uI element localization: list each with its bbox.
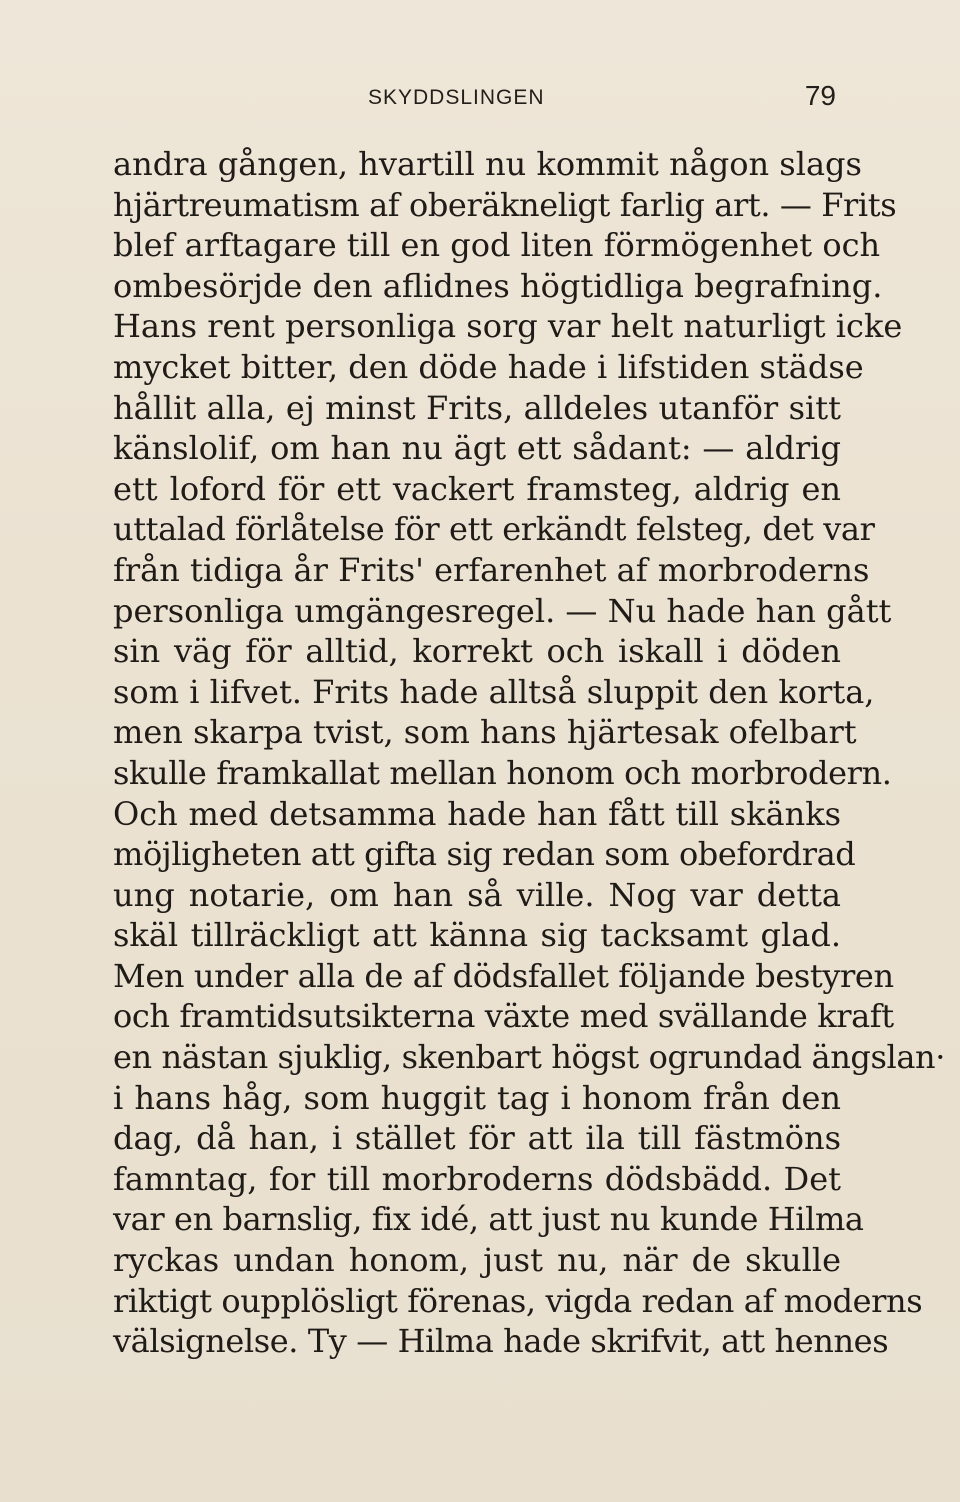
text-line: personliga umgängesregel. — Nu hade han gått xyxy=(113,591,892,630)
text-line: Hans rent personliga sorg var helt naturligt icke xyxy=(113,307,903,346)
text-line: som i lifvet. Frits hade alltså sluppit den korta, xyxy=(113,672,875,711)
text-line: möjligheten att gifta sig redan som obefordrad xyxy=(113,835,856,874)
text-line: men skarpa tvist, som hans hjärtesak ofelbart xyxy=(113,713,857,752)
page-number: 79 xyxy=(804,80,836,111)
text-line: ung notarie, om han så ville. Nog var detta xyxy=(113,875,841,914)
text-line: blef arftagare till en god liten förmögenhet och xyxy=(113,226,881,265)
text-line: skäl tillräckligt att känna sig tacksamt glad. xyxy=(113,916,841,955)
text-line: skulle framkallat mellan honom och morbrodern. xyxy=(113,753,892,792)
text-line: var en barnslig, fix idé, att just nu kunde Hilma xyxy=(113,1200,864,1239)
text-line: ryckas undan honom, just nu, när de skulle xyxy=(113,1241,841,1280)
text-line: ombesörjde den aflidnes högtidliga begrafning. xyxy=(113,266,883,305)
text-line: mycket bitter, den döde hade i lifstiden städse xyxy=(113,347,864,386)
body-text xyxy=(113,144,946,1362)
text-line: välsignelse. Ty — Hilma hade skrifvit, att hennes xyxy=(113,1322,889,1361)
text-line: andra gången, hvartill nu kommit någon slags xyxy=(113,145,862,183)
text-line: dag, då han, i stället för att ila till fästmöns xyxy=(113,1119,841,1158)
text-line: uttalad förlåtelse för ett erkändt felsteg, det var xyxy=(113,510,875,549)
text-line: Men under alla de af dödsfallet följande bestyren xyxy=(113,956,894,995)
text-line: känslolif, om han nu ägt ett sådant: — aldrig xyxy=(113,429,841,468)
text-line: sin väg för alltid, korrekt och iskall i döden xyxy=(113,632,841,671)
text-line: hållit alla, ej minst Frits, alldeles utanför sitt xyxy=(113,388,841,427)
text-line: en nästan sjuklig, skenbart högst ogrundad ängslan· xyxy=(113,1038,946,1077)
text-line: från tidiga år Frits' erfarenhet af morbroderns xyxy=(113,550,870,589)
text-line: hjärtreumatism af oberäkneligt farlig art. — Frits xyxy=(113,185,897,224)
text-line: och framtidsutsikterna växte med svällande kraft xyxy=(113,997,894,1036)
text-line: riktigt oupplösligt förenas, vigda redan af moderns xyxy=(113,1281,923,1320)
text-line: famntag, for till morbroderns dödsbädd. Det xyxy=(113,1159,841,1198)
text-line: ett loford för ett vackert framsteg, aldrig en xyxy=(113,469,841,508)
text-line: i hans håg, som huggit tag i honom från den xyxy=(113,1078,841,1117)
page-header xyxy=(118,80,838,122)
text-line: Och med detsamma hade han fått till skänks xyxy=(113,794,841,833)
running-head: SKYDDSLINGEN xyxy=(368,86,545,109)
